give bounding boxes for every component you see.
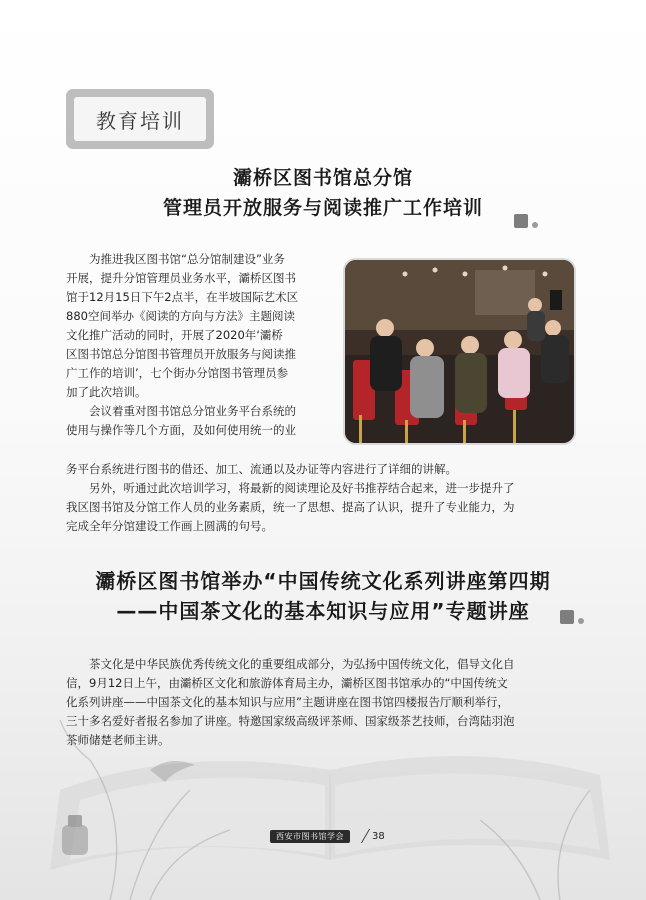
text-line: 广工作的培训’，七个街办分馆图书管理员参 [66, 366, 289, 380]
article1-title-line: 管理员开放服务与阅读推广工作培训 [162, 197, 483, 219]
text-line: 我区图书馆及分馆工作人员的业务素质，统一了思想、提高了认识，提升了专业能力，为 [66, 500, 515, 514]
article2-title-line: 灞桥区图书馆举办“中国传统文化系列讲座第四期 [95, 569, 551, 593]
text-line: 信，9月12日上午，由灞桥区文化和旅游体育局主办，灞桥区图书馆承办的“中国传统文 [66, 676, 508, 690]
title-accent-square [514, 214, 528, 228]
text-line: 务平台系统进行图书的借还、加工、流通以及办证等内容进行了详细的讲解。 [66, 462, 457, 476]
text-line: 880空间举办《阅读的方向与方法》主题阅读 [66, 309, 295, 323]
article1-title-line: 灞桥区图书馆总分馆 [232, 167, 413, 189]
article2-title-line: ——中国茶文化的基本知识与应用”专题讲座 [116, 599, 530, 623]
title-accent-dot [578, 618, 584, 624]
article1-wrap-text [66, 250, 338, 440]
text-line: 馆于12月15日下午2点半，在半坡国际艺术区 [66, 290, 299, 304]
title-accent-square [560, 610, 574, 624]
text-line: 会议着重对图书馆总分馆业务平台系统的 [66, 404, 296, 418]
text-line: 区图书馆总分馆图书管理员开放服务与阅读推 [66, 347, 296, 361]
text-line: 另外，听通过此次培训学习，将最新的阅读理论及好书推荐结合起来，进一步提升了 [66, 481, 515, 495]
text-line: 化系列讲座——中国茶文化的基本知识与应用”主题讲座在图书馆四楼报告厅顺利举行， [66, 695, 509, 709]
footer-label: 西安市图书馆学会 [270, 830, 350, 843]
article2-text [66, 655, 586, 750]
article2-title [0, 566, 646, 626]
title-accent-dot [532, 222, 538, 228]
text-line: 文化推广活动的同时，开展了2020年‘灞桥 [66, 328, 283, 342]
page-number: 38 [372, 830, 385, 842]
footer-divider [352, 829, 370, 843]
text-line: 使用与操作等几个方面，及如何使用统一的业 [66, 423, 296, 437]
book-illustration [50, 756, 610, 870]
page-footer [270, 828, 385, 844]
text-line: 茶师储楚老师主讲。 [66, 733, 170, 747]
training-photo [343, 258, 576, 445]
text-line: 加了此次培训。 [66, 385, 147, 399]
article1-full-text [66, 460, 586, 536]
article1-title [0, 163, 646, 223]
text-line: 三十多名爱好者报名参加了讲座。特邀国家级高级评茶师、国家级茶艺技师，台湾陆羽泡 [66, 714, 515, 728]
section-tag-label: 教育培训 [74, 97, 206, 141]
text-line: 为推进我区图书馆“总分馆制建设”业务 [66, 252, 285, 266]
text-line: 完成全年分馆建设工作画上圆满的句号。 [66, 519, 273, 533]
section-tag [66, 89, 214, 149]
text-line: 茶文化是中华民族优秀传统文化的重要组成部分，为弘扬中国传统文化，倡导文化自 [66, 657, 515, 671]
text-line: 开展，提升分馆管理员业务水平，灞桥区图书 [66, 271, 296, 285]
